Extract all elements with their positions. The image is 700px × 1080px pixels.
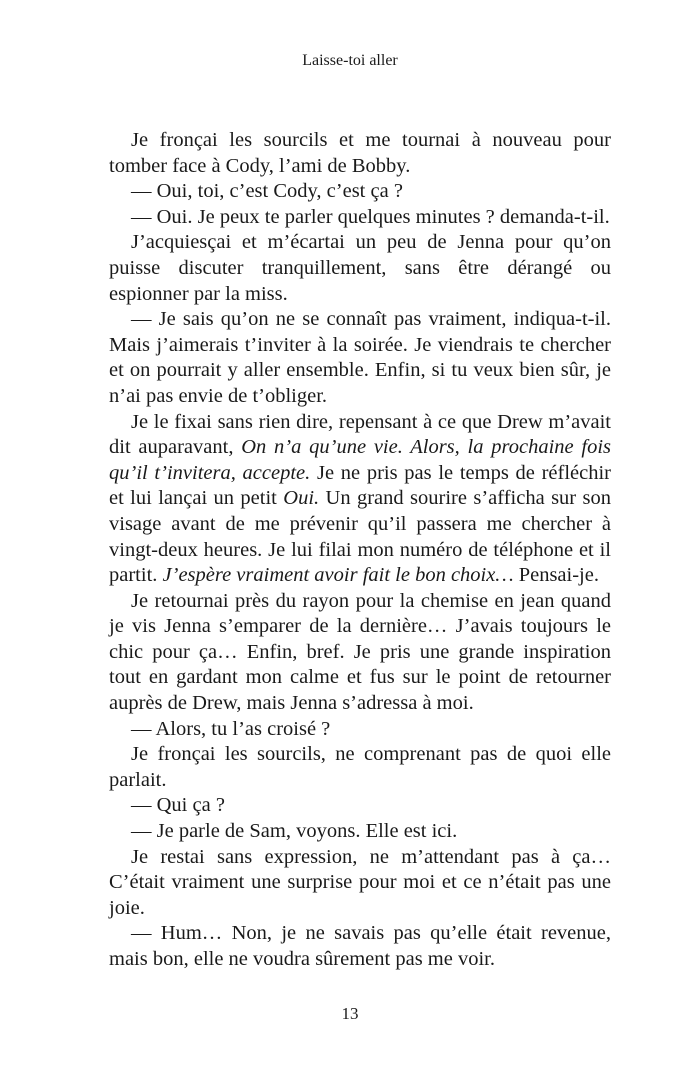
paragraph (109, 793, 611, 819)
text-run: — Oui, toi, c’est Cody, c’est ça ? (131, 180, 403, 203)
body-text (109, 128, 611, 973)
text-run: Je fronçai les sourcils et me tournai à nouveau pour tomber face à Cody, l’ami de Bobby. (109, 129, 611, 177)
paragraph (109, 230, 611, 307)
text-run: Je le fixai sans rien dire, repensant à ce que Drew m’avait dit auparavant, (109, 410, 611, 459)
text-run: Je restai sans expression, ne m’attendant pas à ça… C’était vraiment une surprise pour moi et ce n’était pas une joie. (109, 845, 611, 919)
text-run: — Qui ça ? (131, 794, 225, 817)
paragraph (109, 921, 611, 972)
italic-text: Oui. (283, 487, 320, 510)
paragraph (109, 128, 611, 179)
paragraph (109, 307, 611, 409)
paragraph (109, 742, 611, 793)
paragraph (109, 589, 611, 717)
text-run: J’acquiesçai et m’écartai un peu de Jenna pour qu’on puisse discuter tranquillement, sans être dérangé ou espionner par la miss. (109, 231, 611, 305)
italic-text: On n’a qu’une vie. Alors, la prochaine fois qu’il t’invitera, accepte. (109, 436, 611, 484)
text-run: — Oui. Je peux te parler quelques minutes ? demanda-t-il. (131, 205, 610, 228)
text-run: Je ne pris pas le temps de réfléchir et lui lançai un petit (109, 461, 612, 510)
paragraph (109, 205, 611, 231)
paragraph (109, 845, 611, 922)
paragraph (109, 410, 611, 589)
text-run: — Je parle de Sam, voyons. Elle est ici. (131, 820, 458, 843)
running-head: Laisse-toi aller (302, 52, 398, 69)
text-run: — Hum… Non, je ne savais pas qu’elle était revenue, mais bon, elle ne voudra sûrement pas me voir. (109, 922, 611, 970)
paragraph (109, 179, 611, 205)
page-number: 13 (341, 1004, 359, 1023)
paragraph (109, 819, 611, 845)
text-run: Je fronçai les sourcils, ne comprenant pas de quoi elle parlait. (109, 743, 611, 791)
text-run: — Je sais qu’on ne se connaît pas vraiment, indiqua-t-il. Mais j’aimerais t’inviter à la soirée. Je viendrais te chercher et on pourrait y aller ensemble. Enfin, si tu veux bien sûr, je n’ai pas envie de t’obliger. (109, 308, 611, 407)
italic-text: J’espère vraiment avoir fait le bon choix… (162, 564, 514, 587)
text-run: Je retournai près du rayon pour la chemise en jean quand je vis Jenna s’emparer de la dernière… J’avais toujours le chic pour ça… Enfin, bref. Je pris une grande inspiration tout en gardant mon calme et fus sur le point de retourner auprès de Drew, mais Jenna s’adressa à moi. (109, 589, 611, 715)
text-run: — Alors, tu l’as croisé ? (131, 717, 331, 740)
text-run: Un grand sourire s’afficha sur son visage avant de me prévenir qu’il passera me chercher à vingt-deux heures. Je lui filai mon numéro de téléphone et il partit. (109, 487, 611, 587)
text-run: Pensai-je. (513, 564, 599, 587)
paragraph (109, 717, 611, 743)
